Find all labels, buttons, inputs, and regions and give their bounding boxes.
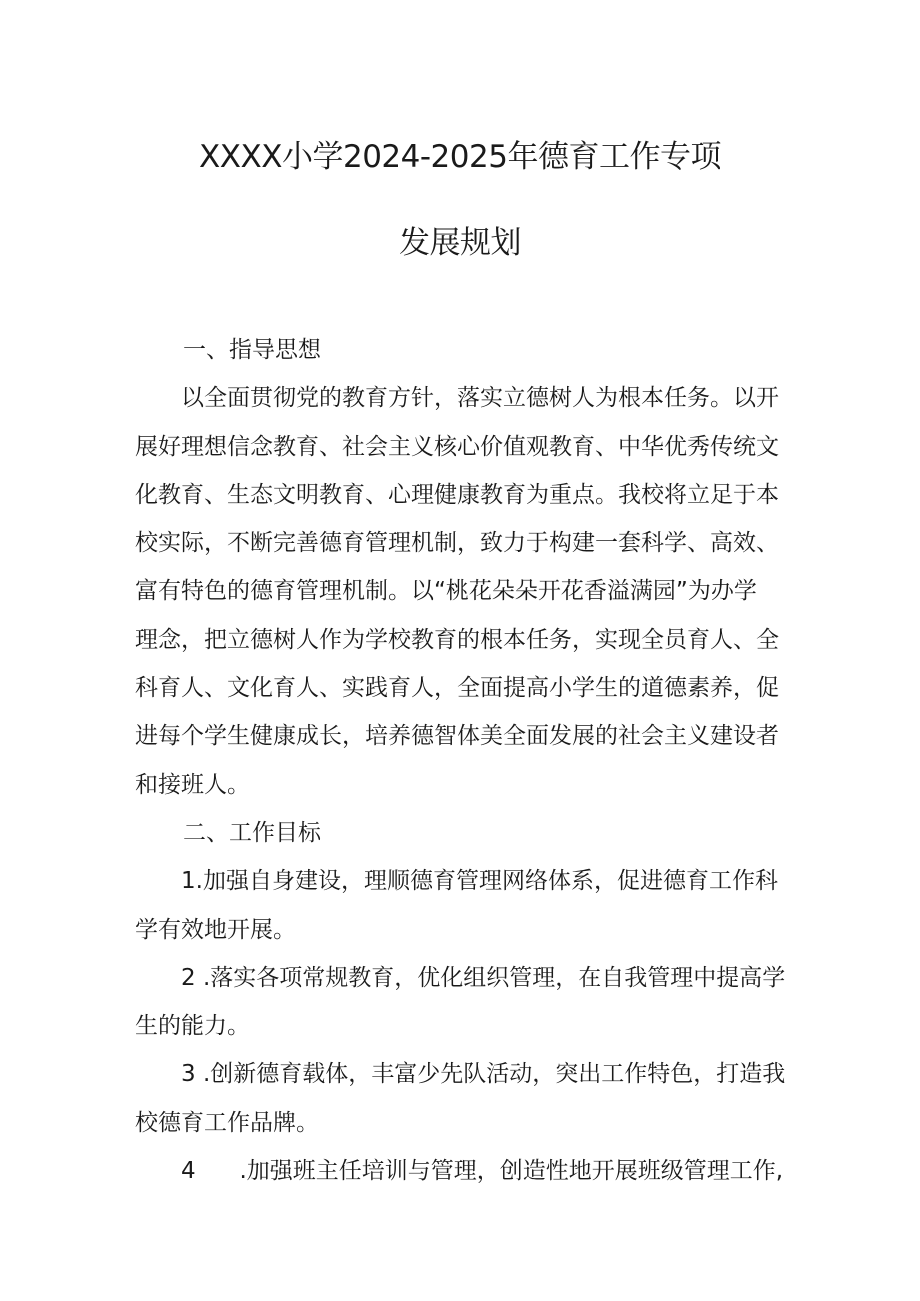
section-heading-work-goals: 二、工作目标 bbox=[183, 819, 321, 846]
goal-item-3-line: 校德育工作品牌。 bbox=[135, 1109, 319, 1136]
goal-item-2-line: 2 .落实各项常规教育，优化组织管理，在自我管理中提高学 bbox=[181, 964, 786, 991]
goal-item-1-line: 1.加强自身建设，理顺德育管理网络体系，促进德育工作科 bbox=[181, 868, 778, 895]
paragraph-line: 理念，把立德树人作为学校教育的根本任务，实现全员育人、全 bbox=[135, 626, 779, 653]
goal-item-1-line: 学有效地开展。 bbox=[135, 916, 296, 943]
goal-item-4-line: 4 .加强班主任培训与管理，创造性地开展班级管理工作, bbox=[181, 1158, 784, 1185]
paragraph-line: 富有特色的德育管理机制。以“桃花朵朵开花香溢满园”为办学 bbox=[135, 578, 757, 605]
goal-item-3-line: 3 .创新德育载体，丰富少先队活动，突出工作特色，打造我 bbox=[181, 1061, 786, 1088]
paragraph-line: 化教育、生态文明教育、心理健康教育为重点。我校将立足于本 bbox=[135, 481, 779, 508]
paragraph-line: 展好理想信念教育、社会主义核心价值观教育、中华优秀传统文 bbox=[135, 433, 779, 460]
goal-item-2-line: 生的能力。 bbox=[135, 1013, 250, 1040]
document-title-line-2: 发展规划 bbox=[399, 225, 521, 261]
paragraph-line: 科育人、文化育人、实践育人，全面提高小学生的道德素养，促 bbox=[135, 675, 779, 702]
section-heading-guiding-ideology: 一、指导思想 bbox=[183, 337, 321, 363]
paragraph-line: 和接班人。 bbox=[135, 771, 250, 798]
paragraph-line: 校实际，不断完善德育管理机制，致力于构建一套科学、高效、 bbox=[135, 530, 779, 557]
document-title-line-1: XXXX小学2024-2025年德育工作专项 bbox=[199, 139, 721, 175]
paragraph-line: 进每个学生健康成长，培养德智体美全面发展的社会主义建设者 bbox=[135, 723, 779, 750]
paragraph-line: 以全面贯彻党的教育方针，落实立德树人为根本任务。以开 bbox=[181, 385, 779, 412]
document-body bbox=[135, 326, 795, 1195]
